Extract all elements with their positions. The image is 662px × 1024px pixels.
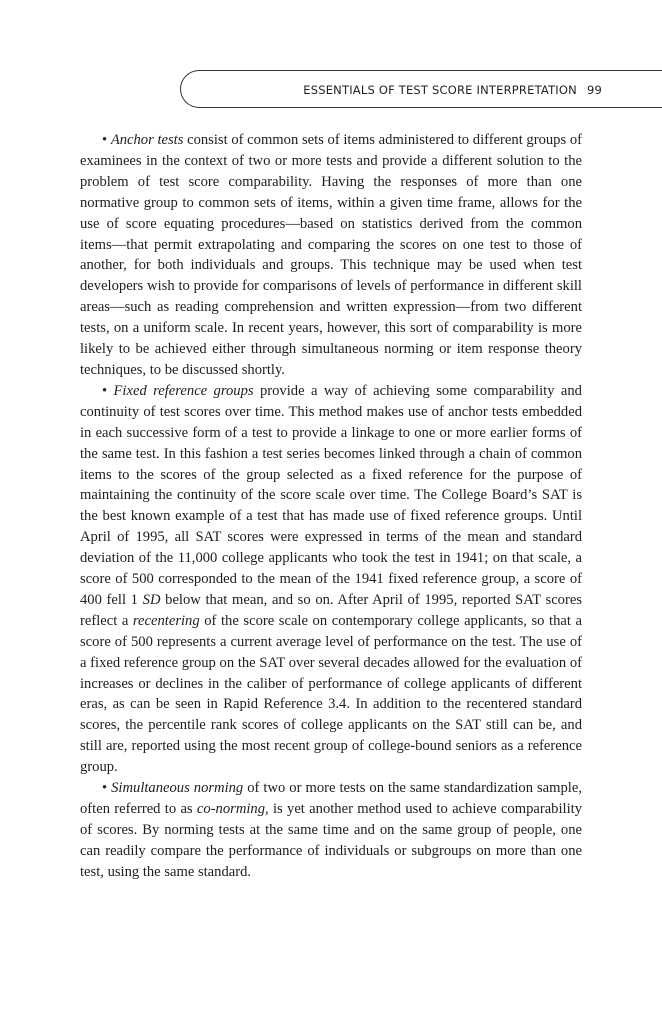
running-header-title: ESSENTIALS OF TEST SCORE INTERPRETATION	[303, 83, 577, 97]
term-simultaneous-norming: Simultaneous norming	[111, 780, 244, 797]
term-anchor-tests: Anchor tests	[110, 132, 184, 148]
paragraph-text: below that mean, and so on. After April of 1995, reported SAT scores reflect a	[80, 591, 582, 629]
page-number: 99	[586, 83, 602, 97]
page-body	[80, 130, 582, 883]
paragraph-fixed-reference-groups	[80, 381, 582, 778]
paragraph-text: consist of common sets of items administered to different groups of examinees in the context of two or more tests and provide a different solution to the problem of test score comparability. Having the responses of more than one normative group to common sets of items, within a given time frame, allows for the use of score equating procedures—based on statistics derived from the common items—that permit extrapolating and comparing the scores on one test to those of another, for both individuals and groups. This technique may be used when test developers wish to provide for comparisons of levels of performance in different skill areas—such as reading comprehension and written expression—from two different tests, on a uniform scale. In recent years, however, this sort of comparability is more likely to be achieved either through simultaneous norming or item response theory techniques, to be discussed shortly.	[80, 132, 583, 378]
paragraph-text: is yet another method used to achieve comparability of scores. By norming tests at the same time and on the same group of people, one can readily compare the performance of individuals or subgroups on more than one test, using the same standard.	[80, 801, 582, 880]
running-header	[303, 83, 602, 97]
term-recentering: recentering	[132, 612, 200, 629]
term-sd: SD	[142, 591, 161, 608]
term-fixed-reference-groups: Fixed reference groups	[113, 382, 254, 399]
paragraph-text: provide a way of achieving some comparability and continuity of test scores over time. This method makes use of anchor tests embedded in each successive form of a test to provide a linkage to one or more earlier forms of the same test. In this fashion a test series becomes linked through a chain of common items to the scores of the group selected as a fixed reference for the purpose of maintaining the continuity of the score scale over time. The College Board’s SAT is the best known example of a test that has made use of fixed reference groups. Until April of 1995, all SAT scores were expressed in terms of the mean and standard deviation of the 11,000 college applicants who took the test in 1941; on that scale, a score of 500 corresponded to the mean of the 1941 fixed reference group, a score of 400 fell 1	[80, 382, 582, 608]
paragraph-simultaneous-norming	[80, 778, 582, 883]
bullet: •	[102, 382, 108, 399]
paragraph-text: of two or more tests on the same standardization sample, often referred to as	[80, 780, 582, 817]
paragraph-text: of the score scale on contemporary college applicants, so that a score of 500 represents a current average level of performance on the test. The use of a fixed reference group on the SAT over several decades allowed for the evaluation of increases or declines in the caliber of performance of college applicants of different eras, as can be seen in Rapid Reference 3.4. In addition to the recentered standard scores, the percentile rank scores of college applicants on the SAT still can be, and still are, reported using the most recent group of college-bound seniors as a reference group.	[80, 612, 582, 776]
paragraph-anchor-tests	[80, 130, 582, 381]
bullet: •	[102, 132, 108, 148]
bullet: •	[102, 780, 108, 797]
term-co-norming: co-norming,	[196, 801, 269, 817]
